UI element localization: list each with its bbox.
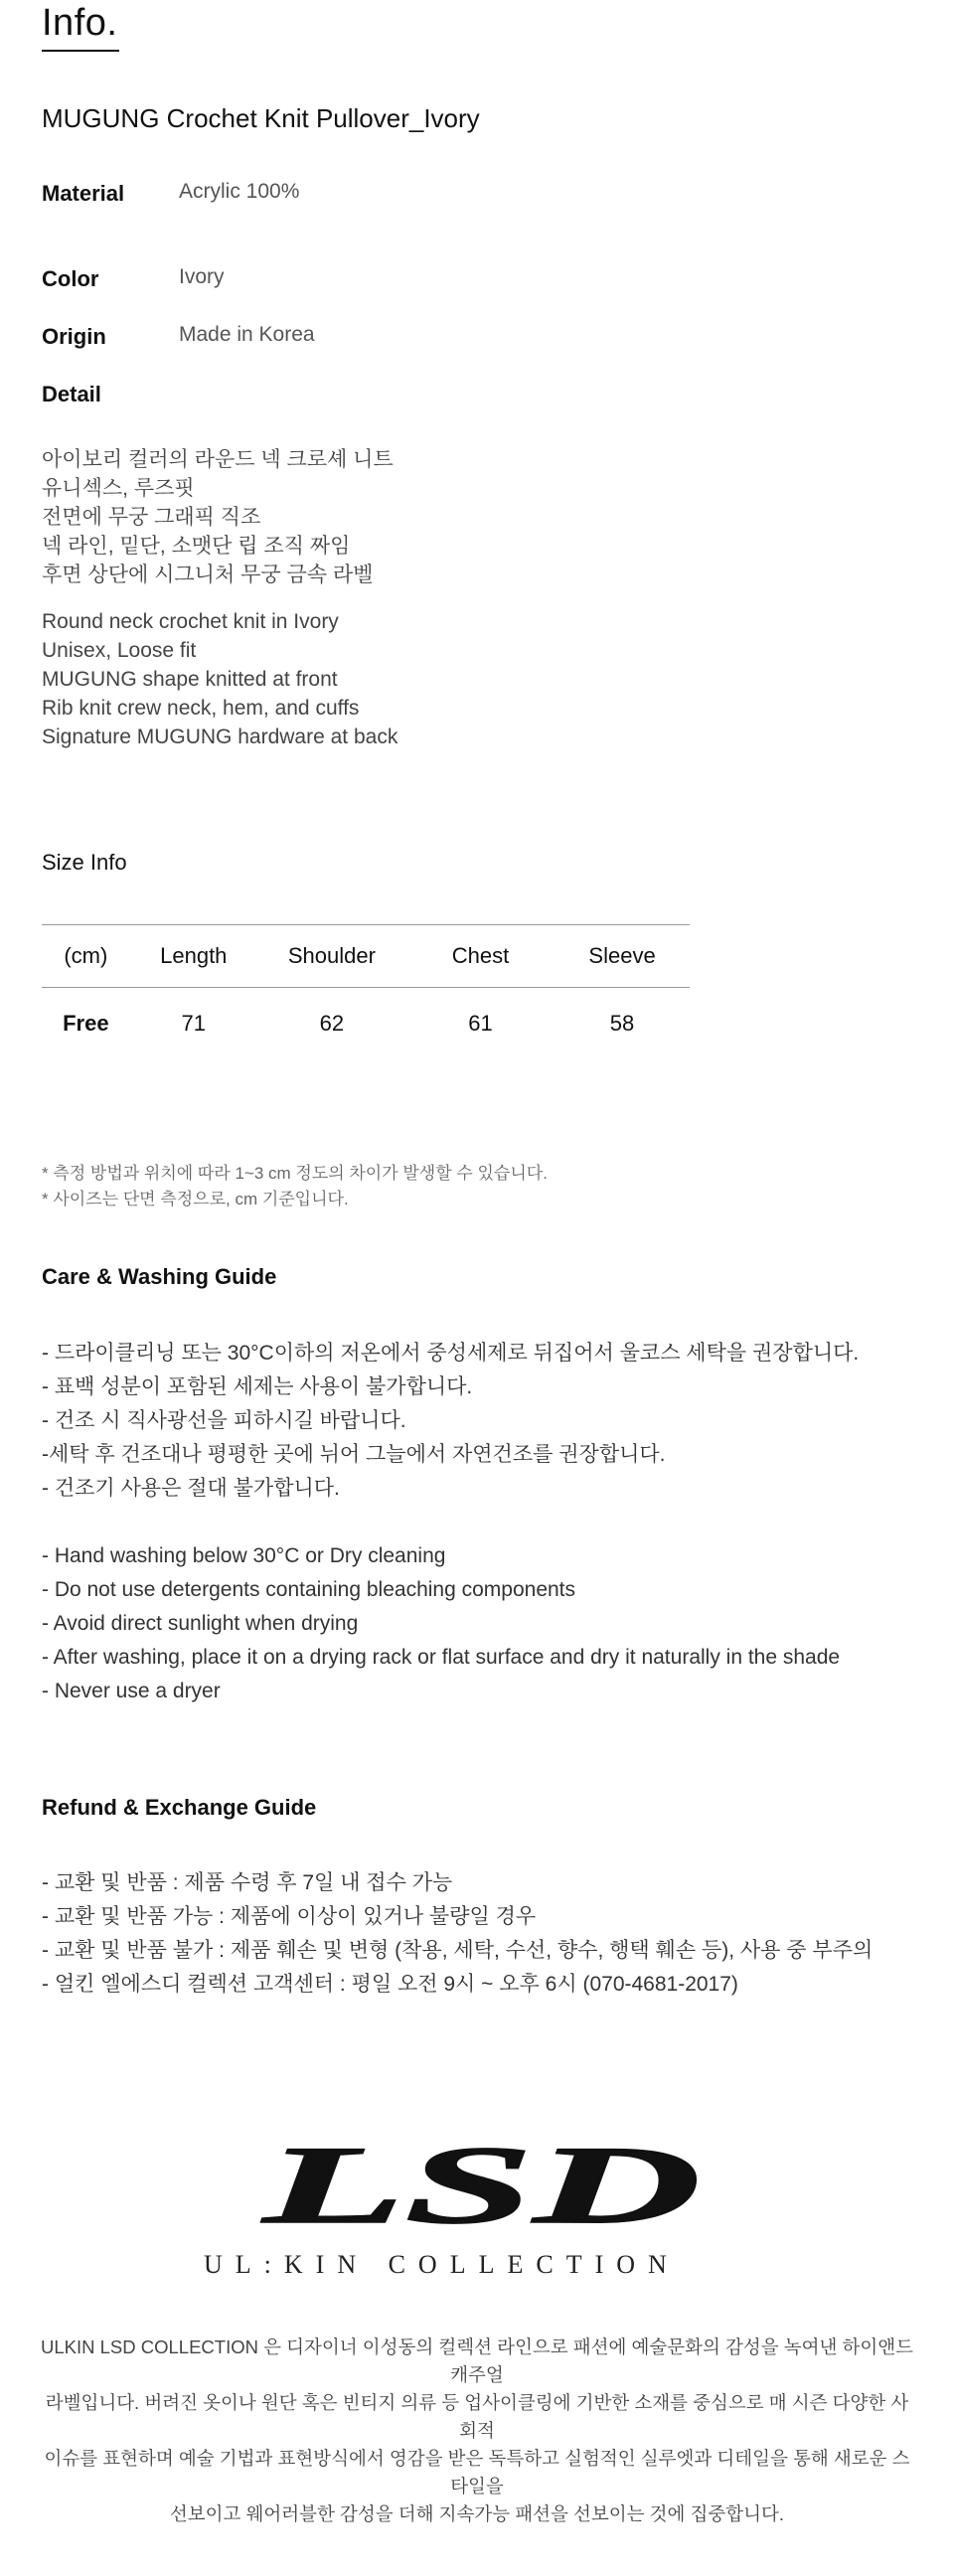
color-label: Color xyxy=(42,266,99,291)
detail-english xyxy=(42,607,398,751)
size-header-cell: Length xyxy=(130,925,257,988)
care-title: Care & Washing Guide xyxy=(42,1264,277,1289)
size-note: * 측정 방법과 위치에 따라 1~3 cm 정도의 차이가 발생할 수 있습니다. xyxy=(42,1164,548,1183)
care-line: - After washing, place it on a drying rack or flat surface and dry it naturally in the shade xyxy=(42,1646,841,1669)
detail-english-line: Unisex, Loose fit xyxy=(42,639,197,662)
care-line: - Do not use detergents containing bleaching components xyxy=(42,1578,576,1601)
refund-line: - 교환 및 반품 불가 : 제품 훼손 및 변형 (착용, 세탁, 수선, 향수, 행택 훼손 등), 사용 중 부주의 xyxy=(42,1939,874,1962)
color-value: Ivory xyxy=(179,265,225,288)
table-row xyxy=(42,988,690,1060)
size-table-wrapper xyxy=(42,924,690,1059)
product-name: MUGUNG Crochet Knit Pullover_Ivory xyxy=(42,103,480,133)
detail-english-line: MUGUNG shape knitted at front xyxy=(42,668,338,691)
care-line: - Never use a dryer xyxy=(42,1680,221,1702)
brand-description xyxy=(40,2334,914,2528)
size-cell: 61 xyxy=(468,1011,493,1036)
brand-description-line: 선보이고 웨어러블한 감성을 더해 지속가능 패션을 선보이는 것에 집중합니다. xyxy=(169,2503,785,2524)
size-cell: 62 xyxy=(319,1011,345,1036)
brand-description-line: ULKIN LSD COLLECTION 은 디자이너 이성동의 컬렉션 라인으로 패션에 예술문화의 감성을 녹여낸 하이앤드 캐주얼 xyxy=(41,2336,913,2385)
size-header-cell: Sleeve xyxy=(555,925,690,988)
lsd-logo-text: LSD xyxy=(260,2137,701,2232)
detail-english-line: Signature MUGUNG hardware at back xyxy=(42,725,398,748)
material-value: Acrylic 100% xyxy=(179,180,300,203)
size-header-cell: (cm) xyxy=(42,925,130,988)
detail-english-line: Rib knit crew neck, hem, and cuffs xyxy=(42,697,360,720)
care-line: - 표백 성분이 포함된 세제는 사용이 불가합니다. xyxy=(42,1375,473,1398)
detail-korean-line: 아이보리 컬러의 라운드 넥 크로셰 니트 xyxy=(42,448,394,471)
care-line: - 건조기 사용은 절대 불가합니다. xyxy=(42,1477,340,1500)
size-info-title: Size Info xyxy=(42,850,127,875)
care-line: - 드라이클리닝 또는 30°C이하의 저온에서 중성세제로 뒤집어서 울코스 세탁을 권장합니다. xyxy=(42,1342,860,1365)
detail-korean xyxy=(42,445,394,589)
origin-value: Made in Korea xyxy=(179,323,315,346)
care-line: - Hand washing below 30°C or Dry cleaning xyxy=(42,1544,446,1567)
size-note: * 사이즈는 단면 측정으로, cm 기준입니다. xyxy=(42,1190,349,1208)
origin-label: Origin xyxy=(42,324,106,349)
detail-korean-line: 후면 상단에 시그니처 무궁 금속 라벨 xyxy=(42,564,374,586)
detail-korean-line: 유니섹스, 루즈핏 xyxy=(42,477,195,500)
refund-line: - 교환 및 반품 가능 : 제품에 이상이 있거나 불량일 경우 xyxy=(42,1905,537,1928)
care-korean xyxy=(42,1337,859,1506)
size-header-cell: Shoulder xyxy=(257,925,406,988)
size-notes xyxy=(42,1161,548,1212)
detail-korean-line: 전면에 무궁 그래픽 직조 xyxy=(42,506,261,529)
brand-subtitle: UL:KIN COLLECTION xyxy=(204,2250,680,2279)
size-header-cell: Chest xyxy=(406,925,555,988)
detail-english-line: Round neck crochet knit in Ivory xyxy=(42,610,339,633)
refund-title: Refund & Exchange Guide xyxy=(42,1795,317,1820)
care-english xyxy=(42,1539,840,1708)
detail-korean-line: 넥 라인, 밑단, 소맷단 립 조직 짜임 xyxy=(42,535,351,558)
size-table xyxy=(42,924,690,1059)
size-cell: Free xyxy=(63,1011,109,1036)
lsd-logo xyxy=(253,2137,711,2232)
info-title-underline xyxy=(42,50,119,52)
material-label: Material xyxy=(42,181,125,206)
brand-description-line: 라벨입니다. 버려진 옷이나 원단 혹은 빈티지 의류 등 업사이클링에 기반한 소재를 중심으로 매 시즌 다양한 사회적 xyxy=(45,2392,909,2441)
refund-line: - 얼킨 엘에스디 컬렉션 고객센터 : 평일 오전 9시 ~ 오후 6시 (070-4681-2017) xyxy=(42,1973,738,1996)
size-cell: 71 xyxy=(181,1011,207,1036)
info-title: Info. xyxy=(42,2,118,44)
brand-description-line: 이슈를 표현하며 예술 기법과 표현방식에서 영감을 받은 독특하고 실험적인 실루엣과 디테일을 통해 새로운 스타일을 xyxy=(44,2448,910,2496)
care-line: -세탁 후 건조대나 평평한 곳에 뉘어 그늘에서 자연건조를 권장합니다. xyxy=(42,1443,666,1466)
detail-label: Detail xyxy=(42,382,101,406)
care-line: - Avoid direct sunlight when drying xyxy=(42,1612,359,1635)
care-line: - 건조 시 직사광선을 피하시길 바랍니다. xyxy=(42,1409,406,1432)
refund-line: - 교환 및 반품 : 제품 수령 후 7일 내 접수 가능 xyxy=(42,1871,453,1894)
size-table-header-row xyxy=(42,925,690,988)
refund-lines xyxy=(42,1866,873,2002)
size-cell: 58 xyxy=(609,1011,635,1036)
